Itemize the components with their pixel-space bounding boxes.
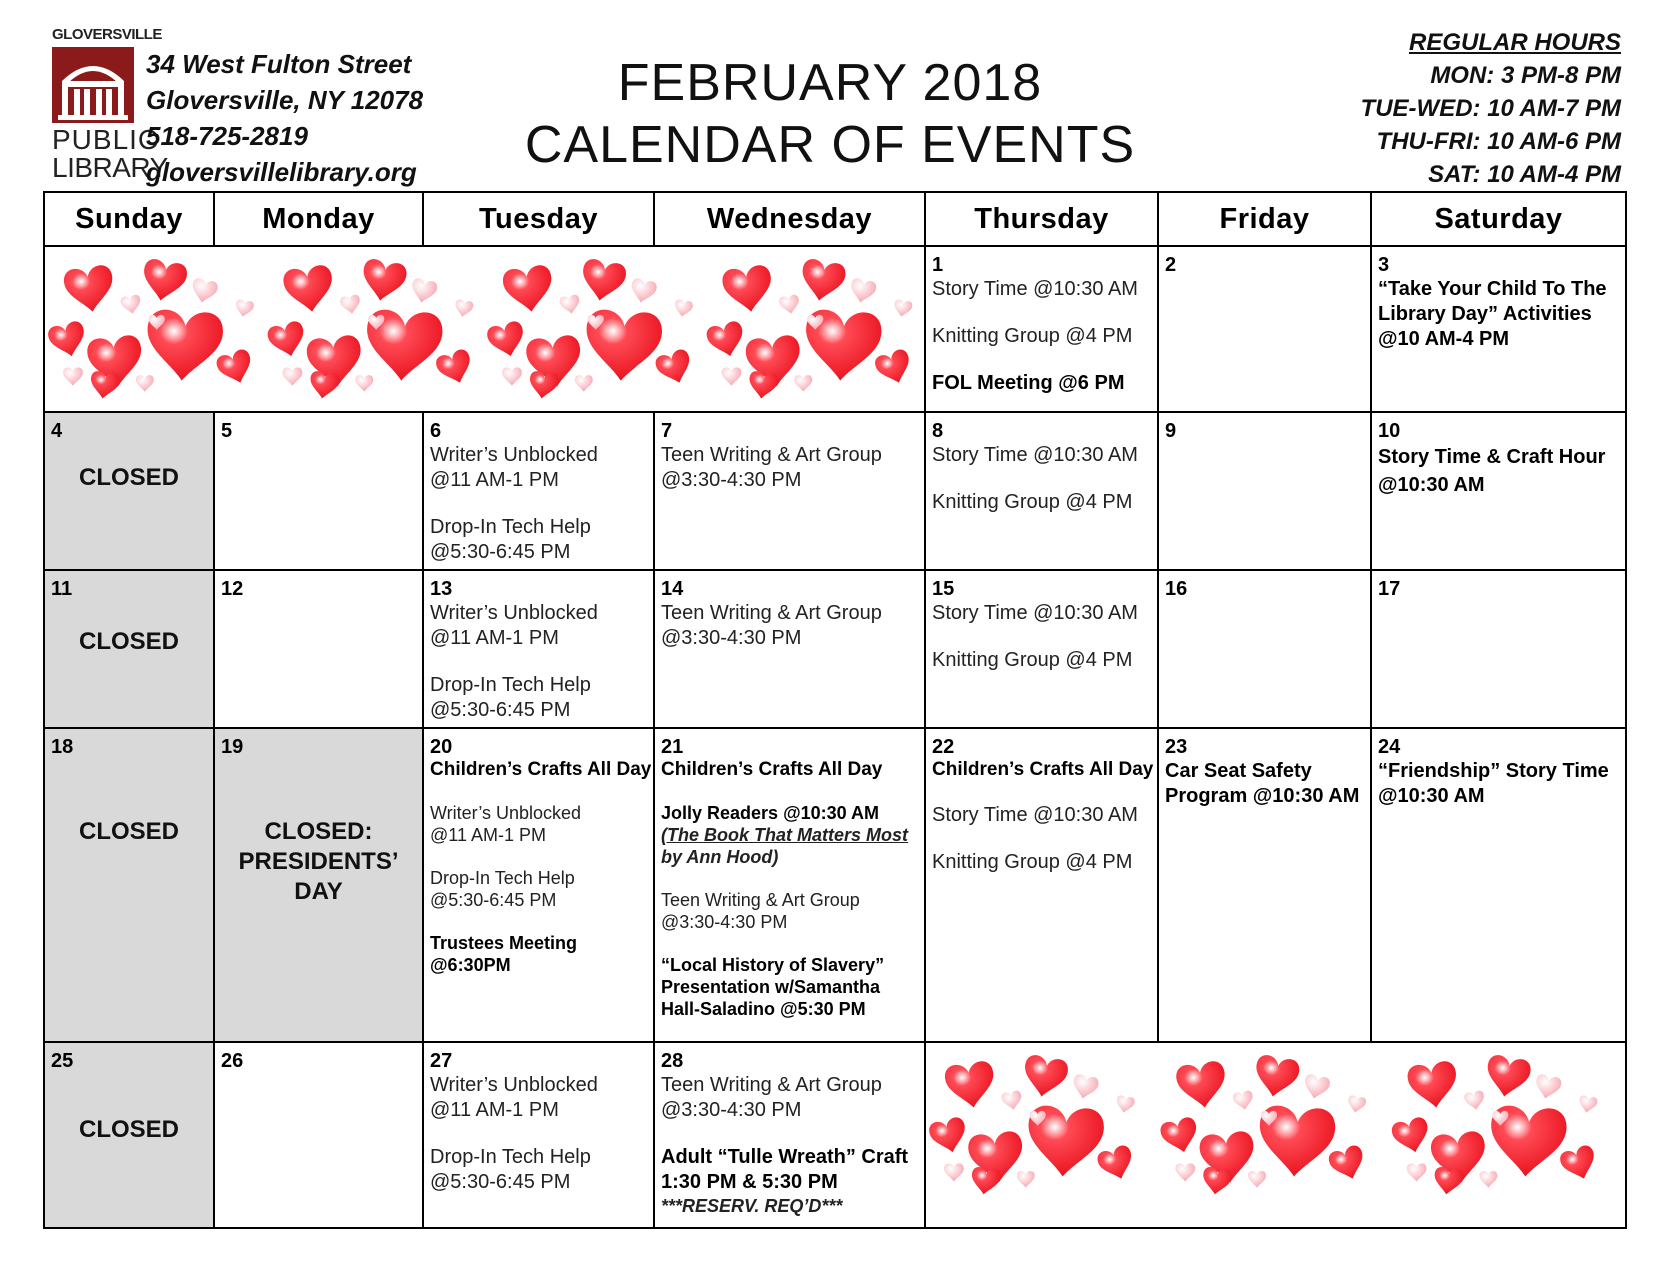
event-writers-unblocked-time: @11 AM-1 PM bbox=[430, 1099, 559, 1121]
day-number: 23 bbox=[1165, 736, 1188, 758]
event-tulle-wreath-time: 1:30 PM & 5:30 PM bbox=[661, 1171, 838, 1193]
logo-library: LIBRARY bbox=[52, 152, 168, 183]
event-knitting-group: Knitting Group @4 PM bbox=[932, 649, 1133, 671]
address-street: 34 West Fulton Street bbox=[146, 49, 412, 79]
event-friendship-story-time: @10:30 AM bbox=[1378, 785, 1485, 807]
day-number: 19 bbox=[221, 736, 244, 758]
day-number: 22 bbox=[932, 736, 955, 758]
closed-label-3: DAY bbox=[294, 878, 343, 905]
day-cell-13 bbox=[423, 570, 654, 728]
day-cell-20 bbox=[423, 728, 654, 1042]
day-cell-12 bbox=[214, 570, 423, 728]
regular-hours bbox=[1361, 26, 1621, 191]
event-story-time: Story Time @10:30 AM bbox=[932, 804, 1138, 826]
address-city: Gloversville, NY 12078 bbox=[146, 85, 424, 115]
hearts-decoration-icon bbox=[926, 1043, 1625, 1224]
day-cell-4 bbox=[44, 412, 214, 570]
title-subtitle: CALENDAR OF EVENTS bbox=[524, 116, 1136, 174]
event-writers-unblocked-time: @11 AM-1 PM bbox=[430, 469, 559, 491]
closed-label-1: CLOSED: bbox=[264, 818, 373, 845]
event-story-time: Story Time @10:30 AM bbox=[932, 602, 1138, 624]
event-take-your-child: “Take Your Child To The bbox=[1378, 278, 1607, 300]
day-cell-24 bbox=[1371, 728, 1626, 1042]
day-number: 5 bbox=[221, 420, 233, 442]
day-number: 20 bbox=[430, 736, 453, 758]
day-cell-17 bbox=[1371, 570, 1626, 728]
day-number: 25 bbox=[51, 1050, 74, 1072]
day-cell-5 bbox=[214, 412, 423, 570]
day-number: 16 bbox=[1165, 578, 1188, 600]
event-tech-help: Drop-In Tech Help bbox=[430, 516, 591, 538]
day-cell-14 bbox=[654, 570, 925, 728]
day-number: 17 bbox=[1378, 578, 1401, 600]
event-teen-writing-time: @3:30-4:30 PM bbox=[661, 912, 788, 932]
calendar-grid bbox=[43, 191, 1627, 1229]
day-number: 27 bbox=[430, 1050, 453, 1072]
event-writers-unblocked: Writer’s Unblocked bbox=[430, 1074, 598, 1096]
logo-top-text: GLOVERSVILLE bbox=[52, 26, 162, 43]
day-number: 21 bbox=[661, 736, 684, 758]
event-local-history: “Local History of Slavery” bbox=[661, 955, 885, 975]
event-tech-help: Drop-In Tech Help bbox=[430, 1146, 591, 1168]
week-row-4 bbox=[44, 728, 1626, 1042]
event-teen-writing-time: @3:30-4:30 PM bbox=[661, 469, 802, 491]
day-number: 1 bbox=[932, 254, 944, 276]
day-number: 7 bbox=[661, 420, 673, 442]
day-cell-2 bbox=[1158, 246, 1371, 412]
day-cell-18 bbox=[44, 728, 214, 1042]
event-writers-unblocked-time: @11 AM-1 PM bbox=[430, 627, 559, 649]
event-teen-writing: Teen Writing & Art Group bbox=[661, 444, 882, 466]
library-arch-icon bbox=[52, 47, 134, 123]
event-local-history-2: Presentation w/Samantha bbox=[661, 977, 881, 997]
closed-presidents-day bbox=[221, 817, 416, 907]
hours-heading: REGULAR HOURS bbox=[1408, 29, 1621, 56]
event-childrens-crafts: Children’s Crafts All Day bbox=[430, 759, 652, 780]
event-fol-meeting: FOL Meeting @6 PM bbox=[932, 372, 1125, 394]
day-number: 3 bbox=[1378, 254, 1390, 276]
event-knitting-group: Knitting Group @4 PM bbox=[932, 491, 1133, 513]
day-cell-22 bbox=[925, 728, 1158, 1042]
header-saturday: Saturday bbox=[1371, 192, 1626, 246]
week-row-1 bbox=[44, 246, 1626, 412]
library-address bbox=[146, 46, 423, 190]
event-local-history-3: Hall-Saladino @5:30 PM bbox=[661, 999, 866, 1019]
event-trustees-meeting-time: @6:30PM bbox=[430, 955, 511, 975]
day-number: 12 bbox=[221, 578, 244, 600]
day-cell-6 bbox=[423, 412, 654, 570]
header-friday: Friday bbox=[1158, 192, 1371, 246]
closed-label: CLOSED bbox=[78, 1116, 179, 1143]
day-number: 28 bbox=[661, 1050, 684, 1072]
header-monday: Monday bbox=[214, 192, 423, 246]
event-tech-help-time: @5:30-6:45 PM bbox=[430, 890, 557, 910]
event-teen-writing-time: @3:30-4:30 PM bbox=[661, 627, 802, 649]
event-story-time: Story Time @10:30 AM bbox=[932, 444, 1138, 466]
day-number: 24 bbox=[1378, 736, 1401, 758]
closed-label: CLOSED bbox=[78, 628, 179, 655]
event-childrens-crafts: Children’s Crafts All Day bbox=[661, 759, 883, 780]
closed-label-2: PRESIDENTS’ bbox=[238, 848, 399, 875]
address-phone: 518-725-2819 bbox=[146, 121, 308, 151]
hearts-banner-bottom bbox=[925, 1042, 1626, 1228]
event-car-seat-safety: Car Seat Safety bbox=[1165, 760, 1312, 782]
day-cell-28 bbox=[654, 1042, 925, 1228]
event-trustees-meeting: Trustees Meeting bbox=[430, 933, 578, 953]
event-jolly-readers: Jolly Readers @10:30 AM bbox=[661, 803, 879, 823]
event-story-time: Story Time @10:30 AM bbox=[932, 278, 1138, 300]
event-writers-unblocked: Writer’s Unblocked bbox=[430, 803, 582, 823]
hearts-decoration-icon bbox=[45, 247, 924, 409]
library-logo bbox=[52, 26, 168, 186]
event-jolly-readers-book: (The Book That Matters Most bbox=[661, 825, 909, 845]
event-teen-writing-time: @3:30-4:30 PM bbox=[661, 1099, 802, 1121]
calendar-title bbox=[500, 52, 1160, 176]
hours-sat: SAT: 10 AM-4 PM bbox=[1428, 161, 1621, 188]
header-tuesday: Tuesday bbox=[423, 192, 654, 246]
event-friendship-story: “Friendship” Story Time bbox=[1378, 760, 1609, 782]
event-tech-help-time: @5:30-6:45 PM bbox=[430, 699, 571, 721]
day-number: 2 bbox=[1165, 254, 1177, 276]
event-tech-help-time: @5:30-6:45 PM bbox=[430, 541, 571, 563]
hours-mon: MON: 3 PM-8 PM bbox=[1430, 62, 1621, 89]
day-number: 13 bbox=[430, 578, 453, 600]
header-wednesday: Wednesday bbox=[654, 192, 925, 246]
event-writers-unblocked: Writer’s Unblocked bbox=[430, 444, 598, 466]
event-tech-help: Drop-In Tech Help bbox=[430, 674, 591, 696]
day-number: 8 bbox=[932, 420, 944, 442]
day-cell-7 bbox=[654, 412, 925, 570]
event-take-your-child-2: Library Day” Activities bbox=[1378, 303, 1592, 325]
day-cell-10 bbox=[1371, 412, 1626, 570]
event-jolly-readers-author: by Ann Hood) bbox=[661, 847, 779, 867]
event-car-seat-safety-time: Program @10:30 AM bbox=[1165, 785, 1360, 807]
day-number: 4 bbox=[51, 420, 63, 442]
day-number: 18 bbox=[51, 736, 74, 758]
event-writers-unblocked: Writer’s Unblocked bbox=[430, 602, 598, 624]
header-thursday: Thursday bbox=[925, 192, 1158, 246]
event-take-your-child-time: @10 AM-4 PM bbox=[1378, 328, 1510, 350]
event-knitting-group: Knitting Group @4 PM bbox=[932, 851, 1133, 873]
event-story-craft: Story Time & Craft Hour bbox=[1378, 446, 1606, 468]
day-cell-25 bbox=[44, 1042, 214, 1228]
day-cell-9 bbox=[1158, 412, 1371, 570]
event-teen-writing: Teen Writing & Art Group bbox=[661, 1074, 882, 1096]
hours-tue-wed: TUE-WED: 10 AM-7 PM bbox=[1360, 95, 1621, 122]
week-row-5 bbox=[44, 1042, 1626, 1228]
day-cell-8 bbox=[925, 412, 1158, 570]
day-cell-19 bbox=[214, 728, 423, 1042]
hours-thu-fri: THU-FRI: 10 AM-6 PM bbox=[1376, 128, 1621, 155]
hearts-banner-top bbox=[44, 246, 925, 412]
header-sunday: Sunday bbox=[44, 192, 214, 246]
event-childrens-crafts: Children’s Crafts All Day bbox=[932, 759, 1154, 780]
day-cell-11 bbox=[44, 570, 214, 728]
event-tulle-wreath-reservation: ***RESERV. REQ’D*** bbox=[661, 1196, 843, 1216]
event-tech-help-time: @5:30-6:45 PM bbox=[430, 1171, 571, 1193]
event-tech-help: Drop-In Tech Help bbox=[430, 868, 575, 888]
day-number: 14 bbox=[661, 578, 684, 600]
day-cell-1 bbox=[925, 246, 1158, 412]
event-teen-writing: Teen Writing & Art Group bbox=[661, 602, 882, 624]
day-cell-26 bbox=[214, 1042, 423, 1228]
day-cell-3 bbox=[1371, 246, 1626, 412]
address-website: gloversvillelibrary.org bbox=[146, 157, 417, 187]
event-knitting-group: Knitting Group @4 PM bbox=[932, 325, 1133, 347]
title-month: FEBRUARY 2018 bbox=[617, 54, 1043, 112]
day-cell-16 bbox=[1158, 570, 1371, 728]
event-writers-unblocked-time: @11 AM-1 PM bbox=[430, 825, 546, 845]
day-cell-21 bbox=[654, 728, 925, 1042]
day-number: 9 bbox=[1165, 420, 1177, 442]
day-number: 6 bbox=[430, 420, 442, 442]
day-number: 11 bbox=[51, 578, 73, 600]
week-row-2 bbox=[44, 412, 1626, 570]
closed-label: CLOSED bbox=[78, 464, 179, 491]
weekday-header-row bbox=[44, 192, 1626, 246]
day-number: 26 bbox=[221, 1050, 244, 1072]
event-teen-writing: Teen Writing & Art Group bbox=[661, 890, 860, 910]
event-tulle-wreath: Adult “Tulle Wreath” Craft bbox=[661, 1146, 909, 1168]
event-story-craft-time: @10:30 AM bbox=[1378, 474, 1485, 496]
day-number: 15 bbox=[932, 578, 955, 600]
closed-label: CLOSED bbox=[78, 818, 179, 845]
week-row-3 bbox=[44, 570, 1626, 728]
logo-public: PUBLIC bbox=[52, 124, 160, 155]
day-cell-27 bbox=[423, 1042, 654, 1228]
day-number: 10 bbox=[1378, 420, 1401, 442]
day-cell-15 bbox=[925, 570, 1158, 728]
day-cell-23 bbox=[1158, 728, 1371, 1042]
